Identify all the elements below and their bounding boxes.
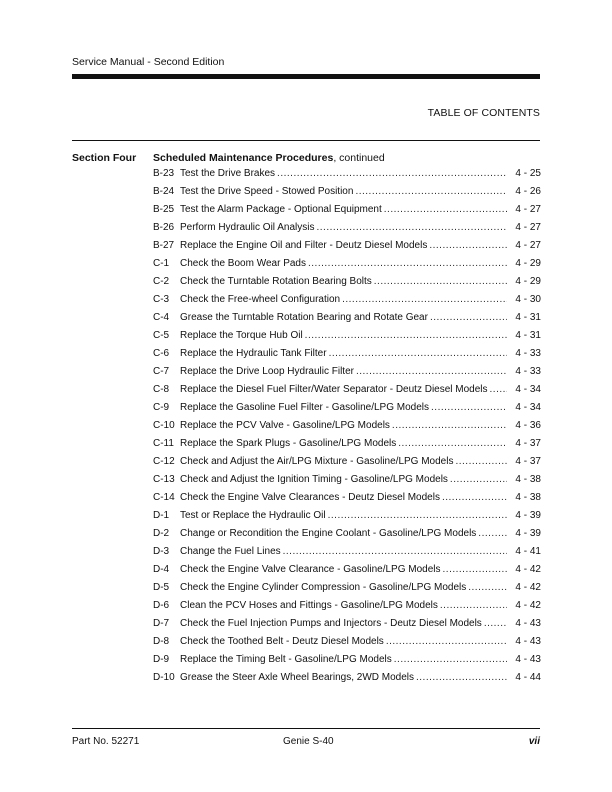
toc-entry-leader (394, 654, 507, 665)
toc-entry-page: 4 - 29 (515, 258, 541, 269)
toc-entry[interactable] (153, 618, 541, 636)
toc-entry-title: Replace the Diesel Fuel Filter/Water Separator - Deutz Diesel Models (180, 384, 488, 395)
toc-entry-leader (484, 618, 507, 629)
toc-entry-page: 4 - 43 (515, 618, 541, 629)
toc-entry-page: 4 - 38 (515, 474, 541, 485)
toc-entry-page: 4 - 31 (515, 330, 541, 341)
toc-entry-page: 4 - 42 (515, 600, 541, 611)
toc-entry-code: D-3 (153, 546, 170, 557)
toc-rule (72, 140, 540, 141)
toc-entry-title: Test or Replace the Hydraulic Oil (180, 510, 326, 521)
toc-entry-page: 4 - 26 (515, 186, 541, 197)
toc-entry-leader (355, 186, 507, 197)
toc-entry-code: D-1 (153, 510, 170, 521)
toc-entry-title: Check the Engine Cylinder Compression - Gasoline/LPG Models (180, 582, 467, 593)
toc-entry-leader (431, 402, 507, 413)
toc-entry-leader (490, 384, 507, 395)
toc-entry-leader (478, 528, 507, 539)
toc-entry-title: Clean the PCV Hoses and Fittings - Gasoline/LPG Models (180, 600, 438, 611)
toc-entry-page: 4 - 44 (515, 672, 541, 683)
toc-entry-title: Replace the Engine Oil and Filter - Deutz Diesel Models (180, 240, 428, 251)
toc-entry-title: Change or Recondition the Engine Coolant - Gasoline/LPG Models (180, 528, 477, 539)
toc-entry-code: C-11 (153, 438, 174, 449)
toc-entry-leader (384, 204, 507, 215)
toc-entry-page: 4 - 39 (515, 528, 541, 539)
toc-entry-page: 4 - 34 (515, 384, 541, 395)
toc-entry-leader (450, 474, 507, 485)
toc-entry-code: D-4 (153, 564, 170, 575)
toc-entry-code: D-8 (153, 636, 170, 647)
toc-entry-leader (430, 312, 507, 323)
toc-entry-title: Replace the Torque Hub Oil (180, 330, 303, 341)
toc-entry[interactable] (153, 546, 541, 564)
toc-entry[interactable] (153, 564, 541, 582)
toc-entry-code: B-24 (153, 186, 175, 197)
toc-entry-page: 4 - 31 (515, 312, 541, 323)
toc-entry-title: Replace the PCV Valve - Gasoline/LPG Models (180, 420, 390, 431)
toc-entry-code: C-5 (153, 330, 170, 341)
footer-page-number: vii (528, 736, 540, 747)
toc-entry[interactable] (153, 258, 541, 276)
toc-entry-page: 4 - 27 (515, 240, 541, 251)
toc-entry-code: D-5 (153, 582, 170, 593)
toc-entry-page: 4 - 30 (515, 294, 541, 305)
toc-entry[interactable] (153, 672, 541, 690)
toc-entry-code: C-8 (153, 384, 170, 395)
toc-entry[interactable] (153, 456, 541, 474)
toc-entry[interactable] (153, 474, 541, 492)
toc-entry[interactable] (153, 600, 541, 618)
toc-entry-title: Grease the Turntable Rotation Bearing and Rotate Gear (180, 312, 428, 323)
toc-entry-title: Test the Alarm Package - Optional Equipment (180, 204, 382, 215)
toc-entry-leader (455, 456, 507, 467)
toc-entry-leader (386, 636, 507, 647)
toc-entry[interactable] (153, 510, 541, 528)
toc-entry-code: C-1 (153, 258, 170, 269)
toc-entry-leader (392, 420, 507, 431)
toc-entry-code: C-2 (153, 276, 170, 287)
toc-entry-page: 4 - 34 (515, 402, 541, 413)
toc-entry-page: 4 - 39 (515, 510, 541, 521)
toc-entry-title: Check the Engine Valve Clearances - Deutz Diesel Models (180, 492, 440, 503)
toc-entry-leader (328, 510, 507, 521)
toc-entry-code: B-27 (153, 240, 175, 251)
toc-entry-code: C-6 (153, 348, 170, 359)
toc-entry-code: C-14 (153, 492, 175, 503)
toc-entry-page: 4 - 37 (515, 438, 541, 449)
section-title-main: Scheduled Maintenance Procedures (153, 152, 334, 164)
toc-entry-title: Replace the Spark Plugs - Gasoline/LPG Models (180, 438, 397, 449)
toc-entry-code: C-7 (153, 366, 170, 377)
toc-entry[interactable] (153, 528, 541, 546)
toc-entry[interactable] (153, 654, 541, 672)
toc-entry-code: D-2 (153, 528, 170, 539)
toc-entry[interactable] (153, 438, 541, 456)
toc-entry-code: C-12 (153, 456, 175, 467)
header-title: Service Manual - Second Edition (72, 56, 225, 68)
toc-entry[interactable] (153, 330, 541, 348)
footer-rule (72, 728, 540, 729)
toc-entry-leader (374, 276, 507, 287)
toc-entry-title: Replace the Drive Loop Hydraulic Filter (180, 366, 354, 377)
section-label: Section Four (72, 152, 137, 164)
toc-entry-leader (308, 258, 507, 269)
toc-entry-page: 4 - 36 (515, 420, 541, 431)
toc-entries (153, 168, 541, 690)
toc-entry-code: D-10 (153, 672, 175, 683)
toc-entry[interactable] (153, 204, 541, 222)
toc-entry[interactable] (153, 402, 541, 420)
toc-entry-page: 4 - 33 (515, 348, 541, 359)
toc-entry-code: D-7 (153, 618, 170, 629)
toc-entry-page: 4 - 42 (515, 564, 541, 575)
toc-entry-page: 4 - 29 (515, 276, 541, 287)
toc-entry-title: Grease the Steer Axle Wheel Bearings, 2WD Models (180, 672, 414, 683)
toc-entry-title: Replace the Hydraulic Tank Filter (180, 348, 327, 359)
toc-entry-page: 4 - 27 (515, 204, 541, 215)
toc-entry-leader (329, 348, 507, 359)
toc-entry-title: Check and Adjust the Air/LPG Mixture - Gasoline/LPG Models (180, 456, 454, 467)
toc-entry-page: 4 - 37 (515, 456, 541, 467)
toc-entry-leader (440, 600, 507, 611)
toc-entry[interactable] (153, 384, 541, 402)
toc-entry-title: Test the Drive Brakes (180, 168, 276, 179)
toc-entry-leader (468, 582, 507, 593)
header-rule (72, 74, 540, 79)
toc-entry-title: Check the Turntable Rotation Bearing Bolts (180, 276, 372, 287)
section-title (153, 152, 385, 164)
toc-entry-code: B-25 (153, 204, 175, 215)
toc-entry-code: D-6 (153, 600, 170, 611)
toc-entry[interactable] (153, 348, 541, 366)
toc-entry[interactable] (153, 294, 541, 312)
footer-model: Genie S-40 (283, 736, 334, 747)
toc-entry-leader (429, 240, 507, 251)
toc-entry-code: C-3 (153, 294, 170, 305)
toc-entry-code: C-4 (153, 312, 170, 323)
toc-entry-code: C-9 (153, 402, 170, 413)
toc-entry[interactable] (153, 312, 541, 330)
toc-entry-leader (277, 168, 507, 179)
toc-entry-code: D-9 (153, 654, 170, 665)
toc-entry-code: B-26 (153, 222, 175, 233)
toc-entry-leader (442, 492, 507, 503)
toc-entry-title: Check the Toothed Belt - Deutz Diesel Models (180, 636, 384, 647)
toc-entry-title: Perform Hydraulic Oil Analysis (180, 222, 315, 233)
toc-entry-page: 4 - 41 (515, 546, 541, 557)
toc-heading: TABLE OF CONTENTS (427, 107, 540, 119)
toc-entry-page: 4 - 43 (515, 636, 541, 647)
toc-entry[interactable] (153, 168, 541, 186)
toc-entry-leader (316, 222, 507, 233)
toc-entry[interactable] (153, 222, 541, 240)
toc-entry-code: B-23 (153, 168, 175, 179)
toc-entry-page: 4 - 25 (515, 168, 541, 179)
toc-entry-title: Change the Fuel Lines (180, 546, 281, 557)
toc-entry-page: 4 - 27 (515, 222, 541, 233)
toc-entry-title: Replace the Timing Belt - Gasoline/LPG Models (180, 654, 392, 665)
toc-entry-leader (443, 564, 507, 575)
toc-entry[interactable] (153, 492, 541, 510)
toc-entry[interactable] (153, 276, 541, 294)
toc-entry[interactable] (153, 582, 541, 600)
toc-entry-leader (305, 330, 507, 341)
toc-entry-leader (356, 366, 507, 377)
toc-entry-page: 4 - 42 (515, 582, 541, 593)
toc-entry-code: C-10 (153, 420, 175, 431)
toc-entry-title: Check the Free-wheel Configuration (180, 294, 341, 305)
toc-entry-leader (416, 672, 507, 683)
toc-entry[interactable] (153, 420, 541, 438)
toc-entry-leader (398, 438, 507, 449)
footer-part-number: Part No. 52271 (72, 736, 140, 747)
toc-entry-leader (283, 546, 507, 557)
toc-entry-title: Test the Drive Speed - Stowed Position (180, 186, 354, 197)
toc-entry-page: 4 - 43 (515, 654, 541, 665)
toc-entry-title: Check the Fuel Injection Pumps and Injectors - Deutz Diesel Models (180, 618, 482, 629)
toc-entry[interactable] (153, 636, 541, 654)
toc-entry-page: 4 - 33 (515, 366, 541, 377)
toc-entry-code: C-13 (153, 474, 175, 485)
toc-entry-leader (342, 294, 507, 305)
section-title-suffix: , continued (333, 152, 385, 164)
toc-entry[interactable] (153, 366, 541, 384)
toc-entry-title: Replace the Gasoline Fuel Filter - Gasoline/LPG Models (180, 402, 430, 413)
toc-entry-page: 4 - 38 (515, 492, 541, 503)
toc-entry[interactable] (153, 186, 541, 204)
toc-entry-title: Check and Adjust the Ignition Timing - Gasoline/LPG Models (180, 474, 448, 485)
toc-entry-title: Check the Boom Wear Pads (180, 258, 306, 269)
toc-entry-title: Check the Engine Valve Clearance - Gasoline/LPG Models (180, 564, 441, 575)
toc-entry[interactable] (153, 240, 541, 258)
